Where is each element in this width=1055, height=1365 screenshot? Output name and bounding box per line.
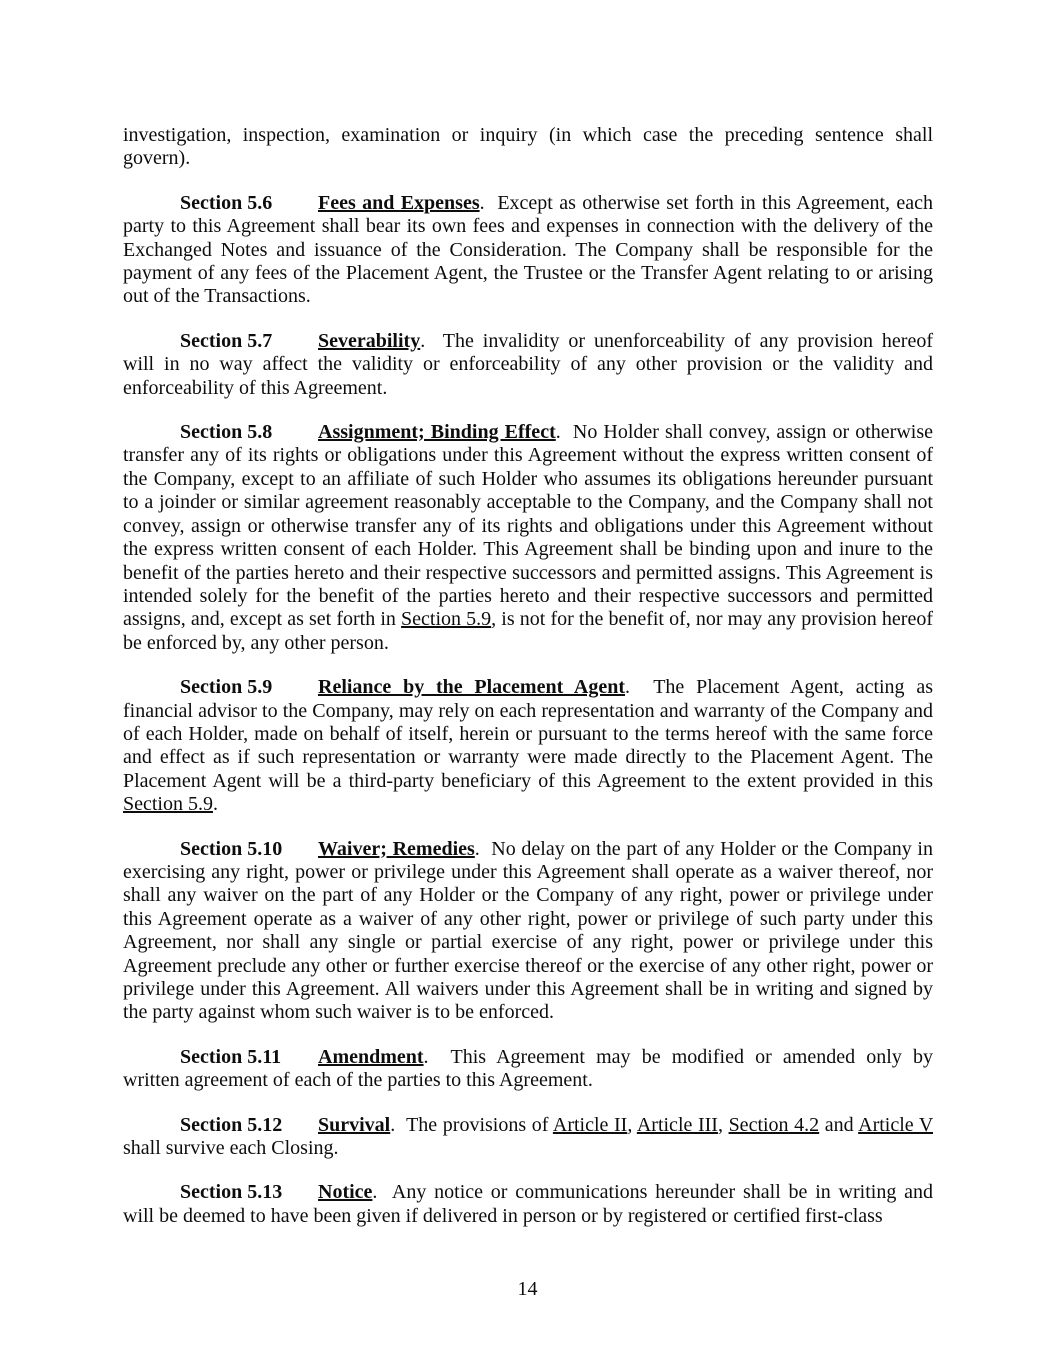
- paragraph-text: . Any notice or communications hereunder shall be in writing and will be deemed to have been given if delivered in person or by registered or certified first-class: [123, 1181, 933, 1227]
- section-title: Severability: [318, 329, 421, 352]
- page-footer: [0, 1278, 1055, 1301]
- section-number: Section 5.6: [180, 191, 273, 214]
- paragraph-text: . The provisions of: [390, 1113, 553, 1136]
- paragraph-text: .: [213, 793, 218, 816]
- section-5-10-waiver-remedies: [123, 838, 933, 1025]
- section-5-6-fees-and-expenses: [123, 192, 933, 309]
- paragraph-text: . Except as otherwise set forth in this Agreement, each party to this Agreement shall bear its own fees and expenses in connection with the delivery of the Exchanged Notes and issuance of the Consideration. The Company shall be responsible for the payment of any fees of the Placement Agent, the Trustee or the Transfer Agent relating to or arising out of the Transactions.: [123, 191, 933, 308]
- continuation-paragraph: [123, 124, 933, 171]
- cross-reference: Section 5.9: [401, 608, 492, 631]
- section-number: Section 5.9: [180, 676, 273, 699]
- paragraph-text: ,: [717, 1113, 729, 1136]
- section-5-12-survival: [123, 1114, 933, 1161]
- paragraph-text: . This Agreement may be modified or amended only by written agreement of each of the parties to this Agreement.: [123, 1045, 933, 1092]
- section-number: Section 5.10: [180, 837, 283, 860]
- paragraphs: [123, 124, 933, 1249]
- paragraph-text: shall survive each Closing.: [123, 1137, 339, 1160]
- section-title: Assignment; Binding Effect: [318, 421, 556, 444]
- section-5-9-reliance-by-placement-agent: [123, 676, 933, 816]
- section-number: Section 5.12: [180, 1113, 283, 1136]
- cross-reference: Article V: [858, 1113, 933, 1136]
- section-number: Section 5.8: [180, 421, 273, 444]
- section-title: Fees and Expenses: [318, 191, 480, 214]
- paragraph-text: , is not for the benefit of, nor may any provision hereof be enforced by, any other person.: [123, 608, 933, 654]
- cross-reference: Section 5.9: [123, 793, 213, 816]
- section-5-11-amendment: [123, 1046, 933, 1093]
- section-number: Section 5.13: [180, 1181, 283, 1204]
- paragraph-text: investigation, inspection, examination or inquiry (in which case the preceding sentence shall govern).: [123, 124, 933, 170]
- paragraph-text: . The invalidity or unenforceability of any provision hereof will in no way affect the validity or enforceability of any other provision or the validity and enforceability of this Agreement.: [123, 329, 933, 399]
- paragraph-text: and: [819, 1113, 859, 1136]
- section-5-13-notice: [123, 1181, 933, 1228]
- cross-reference: Section 4.2: [728, 1113, 820, 1136]
- paragraph-text: . No Holder shall convey, assign or otherwise transfer any of its rights or obligations under this Agreement without the express written consent of the Company, except to an affiliate of such Holder who assumes its obligations hereunder pursuant to a joinder or similar agreement reasonably acceptable to the Company, and the Company shall not convey, assign or otherwise transfer any of its rights and obligations under this Agreement without the express written consent of each Holder. This Agreement shall be binding upon and inure to the benefit of the parties hereto and their respective successors and permitted assigns. This Agreement is intended solely for the benefit of the parties hereto and their respective successors and permitted assigns, and, except as set forth in: [123, 421, 933, 631]
- section-title: Survival: [318, 1113, 391, 1136]
- page-number: 14: [517, 1278, 538, 1300]
- section-5-8-assignment-binding-effect: [123, 421, 933, 655]
- section-title: Waiver; Remedies: [318, 837, 475, 860]
- section-title: Reliance by the Placement Agent: [318, 676, 626, 699]
- cross-reference: Article II: [552, 1113, 628, 1136]
- cross-reference: Article III: [636, 1113, 718, 1136]
- paragraph-text: . The Placement Agent, acting as financial advisor to the Company, may rely on each representation and warranty of the Company and of each Holder, made on behalf of itself, herein or pursuant to the terms hereof with the same force and effect as if such representation or warranty were made directly to the Placement Agent. The Placement Agent will be a third-party beneficiary of this Agreement to the extent provided in this: [123, 676, 933, 792]
- section-title: Amendment: [318, 1045, 424, 1068]
- section-number: Section 5.7: [180, 329, 273, 352]
- paragraph-text: . No delay on the part of any Holder or the Company in exercising any right, power or privilege under this Agreement shall operate as a waiver thereof, nor shall any waiver on the part of any Holder or the Company of any right, power or privilege under this Agreement operate as a waiver of any other right, power or privilege of such party under this Agreement, nor shall any single or partial exercise of any right, power or privilege under this Agreement preclude any other or further exercise thereof or the exercise of any other right, power or privilege under this Agreement. All waivers under this Agreement shall be in writing and signed by the party against whom such waiver is to be enforced.: [123, 837, 933, 1024]
- paragraph-text: ,: [627, 1113, 637, 1136]
- section-number: Section 5.11: [180, 1045, 282, 1068]
- section-title: Notice: [318, 1181, 373, 1204]
- section-5-7-severability: [123, 330, 933, 400]
